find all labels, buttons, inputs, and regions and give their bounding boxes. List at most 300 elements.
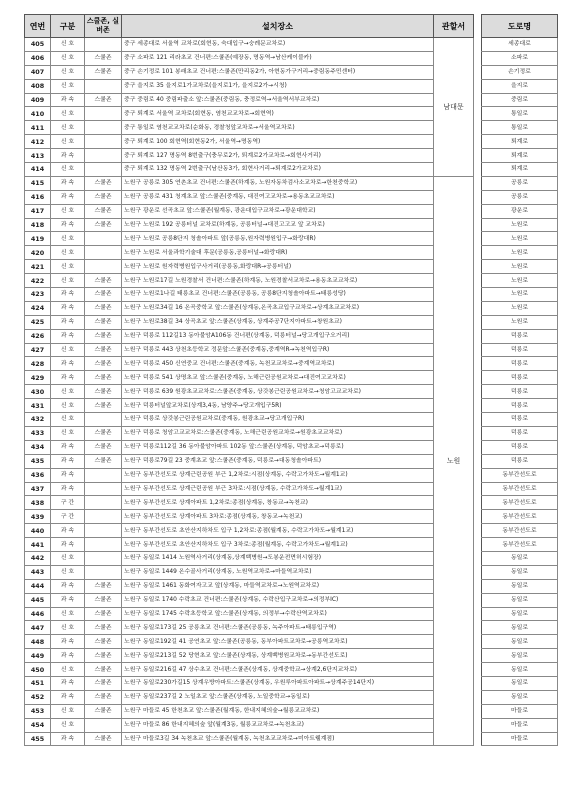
cell-no: 422 [25, 274, 51, 288]
cell-gap [474, 385, 482, 399]
table-row [25, 718, 558, 732]
cell-school-zone: 스쿨존 [85, 204, 122, 218]
cell-gap [474, 357, 482, 371]
cell-road-name: 노원로 [482, 260, 558, 274]
cell-road-name: 퇴계로 [482, 163, 558, 177]
cell-kind: 신 호 [51, 551, 85, 565]
cell-road-name: 덕릉로 [482, 385, 558, 399]
cell-jurisdiction: 남대문 [434, 38, 474, 177]
table-row [25, 399, 558, 413]
cell-road-name: 동일로 [482, 607, 558, 621]
cell-no: 440 [25, 524, 51, 538]
cell-no: 405 [25, 38, 51, 52]
cell-road-name: 동일로 [482, 551, 558, 565]
cell-kind: 과 속 [51, 218, 85, 232]
cell-school-zone [85, 79, 122, 93]
cell-location: 중구 중림로 40 중림파출소 앞:스쿨존(중림동, 충정로역→서울역서부교차로) [122, 93, 434, 107]
cell-road-name: 공릉로 [482, 190, 558, 204]
cell-gap [474, 413, 482, 427]
table-row [25, 565, 558, 579]
cell-school-zone: 스쿨존 [85, 607, 122, 621]
table-row [25, 510, 558, 524]
cell-school-zone: 스쿨존 [85, 635, 122, 649]
cell-gap [474, 51, 482, 65]
cell-gap [474, 371, 482, 385]
cell-road-name: 동일로 [482, 690, 558, 704]
cell-road-name: 노원로 [482, 274, 558, 288]
cell-gap [474, 163, 482, 177]
cell-school-zone: 스쿨존 [85, 329, 122, 343]
table-row [25, 413, 558, 427]
cell-school-zone [85, 413, 122, 427]
cell-no: 432 [25, 413, 51, 427]
cell-kind: 신 호 [51, 426, 85, 440]
cell-kind: 신 호 [51, 399, 85, 413]
cell-road-name: 노원로 [482, 232, 558, 246]
cell-kind: 신 호 [51, 663, 85, 677]
cell-no: 435 [25, 454, 51, 468]
cell-school-zone: 스쿨존 [85, 51, 122, 65]
cell-kind: 과 속 [51, 579, 85, 593]
cell-kind: 과 속 [51, 329, 85, 343]
table-row [25, 149, 558, 163]
cell-kind: 과 속 [51, 357, 85, 371]
cell-no: 420 [25, 246, 51, 260]
cell-location: 노원구 덕릉로 450 신연중교 건너편:스쿨존(중계동, 녹천교교차로→중계역교차로) [122, 357, 434, 371]
cell-kind: 과 속 [51, 732, 85, 746]
header-kind: 구분 [51, 15, 85, 38]
cell-no: 426 [25, 329, 51, 343]
cell-no: 442 [25, 551, 51, 565]
cell-location: 노원구 마들로 86 한내지혜의숲 앞(월계3동, 월릉교교차로→녹천초교) [122, 718, 434, 732]
cell-no: 455 [25, 732, 51, 746]
cell-school-zone: 스쿨존 [85, 385, 122, 399]
cell-school-zone: 스쿨존 [85, 176, 122, 190]
cell-road-name: 손기정로 [482, 65, 558, 79]
cell-no: 415 [25, 176, 51, 190]
table-row [25, 51, 558, 65]
cell-gap [474, 246, 482, 260]
cell-school-zone: 스쿨존 [85, 704, 122, 718]
cell-location: 노원구 공릉로 305 연촌초교 건너편:스쿨존(하계동, 노원자동차검사소교차로→한천중학교) [122, 176, 434, 190]
cell-gap [474, 288, 482, 302]
cell-gap [474, 440, 482, 454]
cell-school-zone: 스쿨존 [85, 649, 122, 663]
cell-kind: 신 호 [51, 704, 85, 718]
cell-location: 노원구 노원로 서울과학기술대 후문(공릉동,공릉터널→화랑대R) [122, 246, 434, 260]
cell-gap [474, 538, 482, 552]
header-location: 설치장소 [122, 15, 434, 38]
cell-no: 427 [25, 343, 51, 357]
cell-school-zone [85, 551, 122, 565]
table-row [25, 176, 558, 190]
cell-gap [474, 426, 482, 440]
cell-kind: 신 호 [51, 163, 85, 177]
table-row [25, 260, 558, 274]
table-row [25, 704, 558, 718]
cell-no: 428 [25, 357, 51, 371]
cell-no: 423 [25, 288, 51, 302]
cell-school-zone: 스쿨존 [85, 579, 122, 593]
cell-gap [474, 38, 482, 52]
table-row [25, 329, 558, 343]
cell-school-zone [85, 524, 122, 538]
cell-school-zone [85, 135, 122, 149]
table-row [25, 635, 558, 649]
cell-gap [474, 468, 482, 482]
cell-gap [474, 93, 482, 107]
cell-no: 447 [25, 621, 51, 635]
header-no: 연번 [25, 15, 51, 38]
table-row [25, 93, 558, 107]
cell-kind: 신 호 [51, 260, 85, 274]
table-row [25, 343, 558, 357]
cell-gap [474, 315, 482, 329]
cell-school-zone: 스쿨존 [85, 440, 122, 454]
cell-no: 419 [25, 232, 51, 246]
cell-location: 노원구 덕릉터널앞교차로(상계3,4동, 남양주→당고개입구5R) [122, 399, 434, 413]
cell-location: 중구 퇴계로 100 회현역(회현동2가, 서울역→명동역) [122, 135, 434, 149]
cell-gap [474, 524, 482, 538]
cell-no: 410 [25, 107, 51, 121]
cell-kind: 과 속 [51, 538, 85, 552]
cell-no: 454 [25, 718, 51, 732]
cell-school-zone: 스쿨존 [85, 65, 122, 79]
cell-gap [474, 260, 482, 274]
cell-kind: 과 속 [51, 482, 85, 496]
cell-kind: 신 호 [51, 274, 85, 288]
table-row [25, 593, 558, 607]
cell-road-name: 퇴계로 [482, 135, 558, 149]
cell-gap [474, 663, 482, 677]
cell-school-zone [85, 565, 122, 579]
cell-gap [474, 496, 482, 510]
cell-school-zone: 스쿨존 [85, 218, 122, 232]
cell-gap [474, 190, 482, 204]
cell-school-zone: 스쿨존 [85, 593, 122, 607]
cell-school-zone [85, 260, 122, 274]
cell-no: 425 [25, 315, 51, 329]
cell-kind: 과 속 [51, 649, 85, 663]
cell-gap [474, 718, 482, 732]
cell-kind: 과 속 [51, 288, 85, 302]
cell-school-zone [85, 232, 122, 246]
speed-camera-table-sheet [24, 14, 557, 746]
table-row [25, 163, 558, 177]
cell-kind: 신 호 [51, 718, 85, 732]
cell-road-name: 덕릉로 [482, 343, 558, 357]
cell-no: 453 [25, 704, 51, 718]
cell-gap [474, 649, 482, 663]
table-row [25, 371, 558, 385]
cell-kind: 신 호 [51, 121, 85, 135]
cell-school-zone [85, 510, 122, 524]
table-row [25, 676, 558, 690]
cell-location: 노원구 노원로34길 16 온곡중학교 앞:스쿨존(상계동,온곡초교입구교차로→상계초교교차로) [122, 301, 434, 315]
cell-road-name: 을지로 [482, 79, 558, 93]
cell-road-name: 동부간선도로 [482, 496, 558, 510]
cell-location: 노원구 노원로38길 34 상곡초교 앞:스쿨존(상계동, 상계주공7단지아파트→창원초교) [122, 315, 434, 329]
cell-road-name: 덕릉로 [482, 329, 558, 343]
table-row [25, 315, 558, 329]
cell-gap [474, 676, 482, 690]
cell-kind: 과 속 [51, 371, 85, 385]
table-row [25, 538, 558, 552]
cell-location: 노원구 동일로216길 47 상수초교 건너편:스쿨존(상계동, 상계중학교→상계2,6단지교차로) [122, 663, 434, 677]
cell-no: 412 [25, 135, 51, 149]
cell-school-zone: 스쿨존 [85, 676, 122, 690]
cell-no: 433 [25, 426, 51, 440]
cell-location: 노원구 동일로 1449 온수골사거리(상계동, 노원역교차로→마들역교차로) [122, 565, 434, 579]
cell-school-zone [85, 718, 122, 732]
table-row [25, 79, 558, 93]
cell-kind: 과 속 [51, 315, 85, 329]
cell-no: 436 [25, 468, 51, 482]
cell-location: 노원구 공릉로 431 청계초교 앞:스쿨존(중계동, 대진여고교차로→용동초교교차로) [122, 190, 434, 204]
cell-kind: 과 속 [51, 524, 85, 538]
cell-no: 444 [25, 579, 51, 593]
cell-road-name: 동부간선도로 [482, 482, 558, 496]
cell-school-zone [85, 538, 122, 552]
cell-school-zone: 스쿨존 [85, 288, 122, 302]
cell-kind: 신 호 [51, 107, 85, 121]
table-row [25, 663, 558, 677]
cell-location: 노원구 동부간선도로 상계아파트 1,2차로:종점(상계동, 창동교→녹천교) [122, 496, 434, 510]
table-row [25, 204, 558, 218]
cell-no: 437 [25, 482, 51, 496]
table-row [25, 649, 558, 663]
cell-road-name: 동일로 [482, 621, 558, 635]
cell-kind: 과 속 [51, 176, 85, 190]
cell-gap [474, 274, 482, 288]
cell-kind: 구 간 [51, 496, 85, 510]
cell-gap [474, 510, 482, 524]
table-row [25, 621, 558, 635]
cell-location: 노원구 동부간선도로 상계근린공원 부근 3차로:시점(상계동, 수락고가차도→월계1교) [122, 482, 434, 496]
cell-road-name: 덕릉로 [482, 440, 558, 454]
cell-location: 중구 통일로 염천교교차로(순화동, 경찰청앞교차로→서울역교차로) [122, 121, 434, 135]
table-row [25, 121, 558, 135]
header-road: 도로명 [482, 15, 558, 38]
cell-school-zone: 스쿨존 [85, 315, 122, 329]
cell-road-name: 동일로 [482, 649, 558, 663]
cell-gap [474, 79, 482, 93]
table-row [25, 246, 558, 260]
cell-gap [474, 551, 482, 565]
cell-road-name: 동부간선도로 [482, 510, 558, 524]
cell-gap [474, 635, 482, 649]
cell-location: 노원구 동일로213길 52 당현초교 앞:스쿨존(상계동, 상계백병원교차로→동부간선도로) [122, 649, 434, 663]
cell-no: 406 [25, 51, 51, 65]
cell-road-name: 퇴계로 [482, 149, 558, 163]
table-row [25, 218, 558, 232]
cell-school-zone: 스쿨존 [85, 343, 122, 357]
cell-road-name: 통일로 [482, 107, 558, 121]
cell-gap [474, 329, 482, 343]
table-row [25, 190, 558, 204]
table-row [25, 301, 558, 315]
cell-location: 노원구 광운로 선곡초교 앞:스쿨존(월계동, 광운대입구교차로→광운대학교) [122, 204, 434, 218]
cell-kind: 과 속 [51, 468, 85, 482]
cell-location: 노원구 동일로 1745 수락초등학교 앞:스쿨존(상계동, 의정부→수락산역교차로) [122, 607, 434, 621]
cell-road-name: 노원로 [482, 218, 558, 232]
header-gap [474, 15, 482, 38]
cell-location: 중구 퇴계로 127 명동역 8번출구(충무로2가, 퇴계로2가교차로→회현사거리) [122, 149, 434, 163]
cell-school-zone: 스쿨존 [85, 621, 122, 635]
cell-no: 451 [25, 676, 51, 690]
cell-road-name: 공릉로 [482, 176, 558, 190]
cell-jurisdiction: 노원 [434, 176, 474, 746]
cell-location: 노원구 동일로230가길15 상계우방아파트:스쿨존(상계동, 우원루아파트아파트→상계주공14단지) [122, 676, 434, 690]
cell-location: 노원구 동일로 1740 수락초교 건너편:스쿨존(상계동, 수락산입구교차로→의정부IC) [122, 593, 434, 607]
cell-no: 411 [25, 121, 51, 135]
cell-location: 중구 을지로 35 을지로1가교차로(을지로1가, 을지로2가→시청) [122, 79, 434, 93]
cell-gap [474, 732, 482, 746]
cell-location: 노원구 동일로173길 25 공릉초교 건너편:스쿨존(공릉동, 녹주아파트→태릉입구역) [122, 621, 434, 635]
cell-gap [474, 482, 482, 496]
cell-kind: 과 속 [51, 301, 85, 315]
cell-location: 노원구 노원로17길 노원경찰서 건너편:스쿨존(하계동, 노원경찰서교차로→용동초교교차로) [122, 274, 434, 288]
cell-no: 418 [25, 218, 51, 232]
cell-road-name: 동일로 [482, 663, 558, 677]
cell-location: 노원구 동일로192길 41 공연초교 앞:스쿨존(공릉동, 동부아파트교차로→공릉역교차로) [122, 635, 434, 649]
cell-school-zone [85, 163, 122, 177]
cell-no: 452 [25, 690, 51, 704]
cell-kind: 신 호 [51, 135, 85, 149]
cell-kind: 신 호 [51, 38, 85, 52]
cell-road-name: 동일로 [482, 565, 558, 579]
cell-kind: 신 호 [51, 79, 85, 93]
cell-school-zone: 스쿨존 [85, 732, 122, 746]
cell-road-name: 동일로 [482, 676, 558, 690]
cell-gap [474, 149, 482, 163]
cell-kind: 구 간 [51, 510, 85, 524]
table-row [25, 135, 558, 149]
cell-gap [474, 301, 482, 315]
cell-no: 409 [25, 93, 51, 107]
cell-no: 434 [25, 440, 51, 454]
table-row [25, 232, 558, 246]
cell-no: 450 [25, 663, 51, 677]
table-row [25, 38, 558, 52]
cell-location: 중구 소파로 121 리라초교 건너편:스쿨존(예장동, 명동역→남산케이블카) [122, 51, 434, 65]
cell-road-name: 동부간선도로 [482, 524, 558, 538]
cell-school-zone: 스쿨존 [85, 399, 122, 413]
cell-kind: 과 속 [51, 454, 85, 468]
cell-road-name: 동부간선도로 [482, 468, 558, 482]
cell-school-zone [85, 121, 122, 135]
table-row [25, 288, 558, 302]
cell-road-name: 노원로 [482, 288, 558, 302]
cell-kind: 과 속 [51, 635, 85, 649]
cell-location: 노원구 덕릉로 청암고교교차로:스쿨존(중계동, 노해근린공원교차로→원광초교교차로) [122, 426, 434, 440]
table-row [25, 524, 558, 538]
cell-school-zone [85, 496, 122, 510]
cell-no: 429 [25, 371, 51, 385]
cell-school-zone: 스쿨존 [85, 190, 122, 204]
cell-no: 416 [25, 190, 51, 204]
cell-road-name: 노원로 [482, 315, 558, 329]
cell-gap [474, 579, 482, 593]
table-row [25, 482, 558, 496]
cell-kind: 신 호 [51, 621, 85, 635]
cell-location: 노원구 동부간선도로 상계아파트 3차로:종점(상계동, 창동교→녹천교) [122, 510, 434, 524]
cell-road-name: 세종대로 [482, 38, 558, 52]
cell-location: 노원구 동일로 1414 노원역사거리(상계동,상계백병원→도봉운전면허시험장) [122, 551, 434, 565]
table-row [25, 551, 558, 565]
cell-kind: 과 속 [51, 440, 85, 454]
cell-school-zone [85, 246, 122, 260]
cell-school-zone: 스쿨존 [85, 93, 122, 107]
cell-road-name: 동일로 [482, 593, 558, 607]
cell-school-zone: 스쿨존 [85, 454, 122, 468]
cell-gap [474, 690, 482, 704]
table-row [25, 385, 558, 399]
cell-location: 노원구 덕릉로79길 23 중계초교 앞:스쿨존(중계동, 덕릉로→대동청솔아파트) [122, 454, 434, 468]
cell-road-name: 중림로 [482, 93, 558, 107]
cell-no: 424 [25, 301, 51, 315]
cell-kind: 신 호 [51, 343, 85, 357]
cell-no: 421 [25, 260, 51, 274]
header-school-zone: 스쿨존, 실버존 [85, 15, 122, 38]
cell-location: 노원구 동일로 1461 동화여자고교 앞(상계동, 마들역교차로→노원역교차로) [122, 579, 434, 593]
cell-location: 노원구 동부간선도로 초안산지하차도 입구 3차로:종점(월계동, 수락고가차도→월계1교) [122, 538, 434, 552]
cell-road-name: 마들로 [482, 704, 558, 718]
cell-no: 414 [25, 163, 51, 177]
cell-kind: 과 속 [51, 190, 85, 204]
cell-kind: 신 호 [51, 204, 85, 218]
cell-kind: 과 속 [51, 93, 85, 107]
table-body [25, 38, 558, 746]
cell-road-name: 덕릉로 [482, 399, 558, 413]
cell-kind: 과 속 [51, 690, 85, 704]
cell-school-zone [85, 107, 122, 121]
table-row [25, 65, 558, 79]
table-row [25, 690, 558, 704]
cell-gap [474, 232, 482, 246]
cell-location: 노원구 노원로 공릉8단지 청솔아파트 앞(공릉동,원자력병원입구→화랑대R) [122, 232, 434, 246]
cell-location: 노원구 노원로1나길 태릉초교 건너편:스쿨존(공릉동, 공릉8단지청솔아파트→태릉성당) [122, 288, 434, 302]
table-row [25, 732, 558, 746]
cell-gap [474, 593, 482, 607]
cell-kind: 신 호 [51, 413, 85, 427]
table-row [25, 440, 558, 454]
cell-gap [474, 399, 482, 413]
table-row [25, 107, 558, 121]
cell-road-name: 노원로 [482, 246, 558, 260]
cell-school-zone: 스쿨존 [85, 371, 122, 385]
cell-road-name: 마들로 [482, 732, 558, 746]
cell-school-zone: 스쿨존 [85, 690, 122, 704]
cell-school-zone: 스쿨존 [85, 426, 122, 440]
cell-road-name: 덕릉로 [482, 357, 558, 371]
cell-no: 448 [25, 635, 51, 649]
cell-school-zone: 스쿨존 [85, 301, 122, 315]
cell-location: 노원구 노원로 192 공릉터널 교차로(하계동, 공릉터널→대진고고교 앞 교차로) [122, 218, 434, 232]
cell-road-name: 덕릉로 [482, 413, 558, 427]
cell-location: 노원구 동일로237길 2 노일초교 앞:스쿨존(상계동, 노일중학교→동일로) [122, 690, 434, 704]
cell-school-zone [85, 149, 122, 163]
cell-school-zone [85, 38, 122, 52]
cell-gap [474, 65, 482, 79]
cell-road-name: 동일로 [482, 579, 558, 593]
cell-location: 노원구 덕릉로 상갓봉근린공원교차로(중계동, 원광초교→당고개입구R) [122, 413, 434, 427]
cell-location: 노원구 덕릉로 541 상명초교 앞:스쿨존(중계동, 노해근린공원교차로→대진여고교차로) [122, 371, 434, 385]
cell-road-name: 덕릉로 [482, 426, 558, 440]
table-row [25, 607, 558, 621]
cell-kind: 신 호 [51, 246, 85, 260]
cell-kind: 신 호 [51, 565, 85, 579]
